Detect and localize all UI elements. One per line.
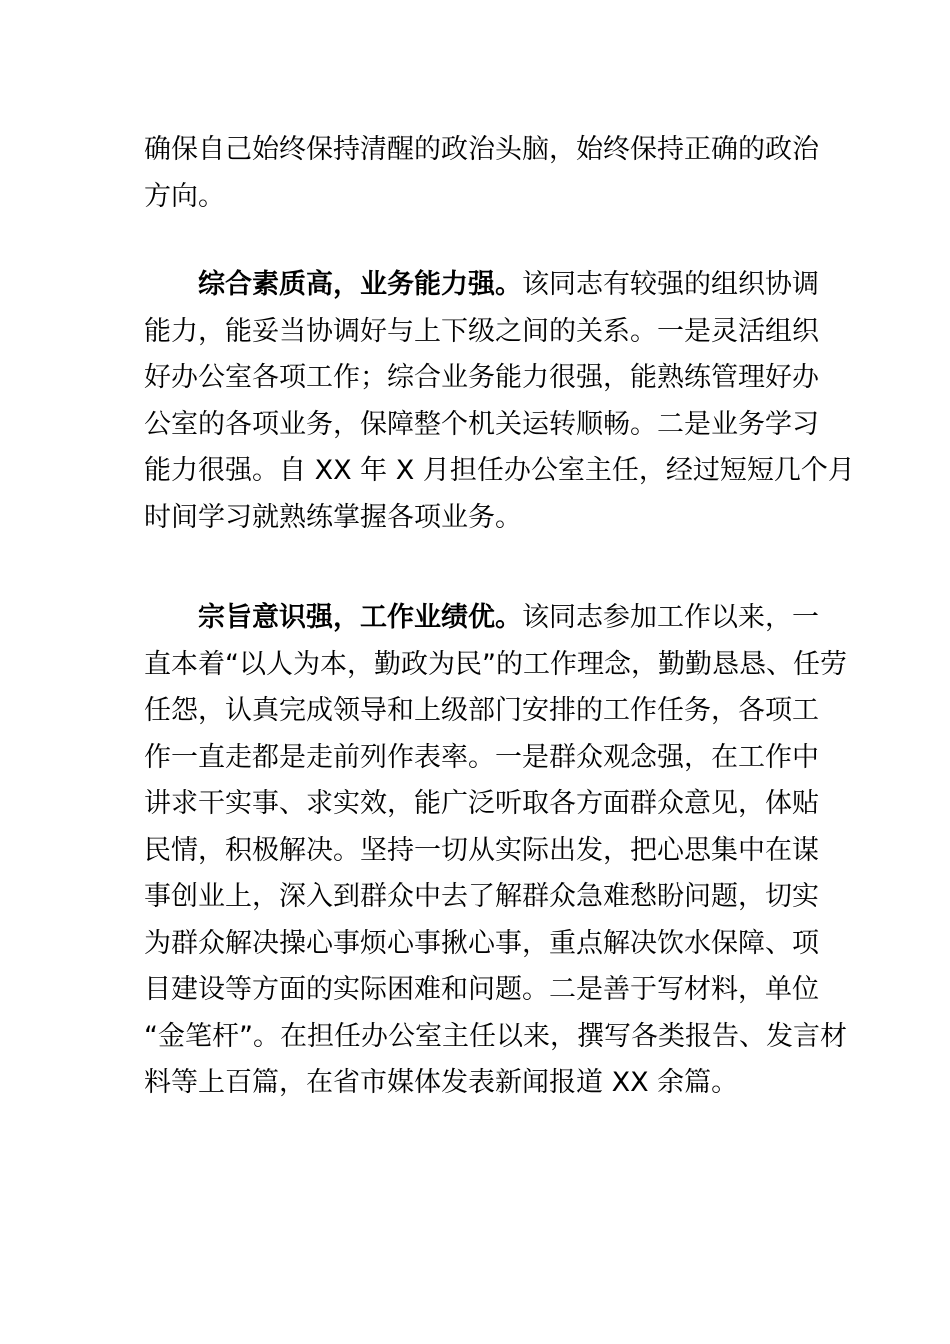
text-line: 直本着“以人为本，勤政为民”的工作理念，勤勤恳恳、任劳 bbox=[144, 648, 847, 680]
text-line: 时间学习就熟练掌握各项业务。 bbox=[144, 501, 522, 533]
text-line: 作一直走都是走前列作表率。一是群众观念强，在工作中 bbox=[144, 741, 819, 773]
text-line: 民情，积极解决。坚持一切从实际出发，把心思集中在谋 bbox=[144, 834, 819, 866]
text-line: 为群众解决操心事烦心事揪心事，重点解决饮水保障、项 bbox=[144, 927, 819, 959]
text-line: 能力，能妥当协调好与上下级之间的关系。一是灵活组织 bbox=[144, 315, 819, 347]
paragraph-heading: 宗旨意识强，工作业绩优。 bbox=[198, 602, 522, 633]
text-line: “金笔杆”。在担任办公室主任以来，撰写各类报告、发言材 bbox=[144, 1020, 847, 1052]
text-line: 好办公室各项工作；综合业务能力很强，能熟练管理好办 bbox=[144, 362, 819, 393]
text-line: 目建设等方面的实际困难和问题。二是善于写材料，单位 bbox=[144, 974, 819, 1005]
text-line: 能力很强。自 XX 年 X 月担任办公室主任，经过短短几个月 bbox=[144, 455, 855, 486]
paragraph-work-performance bbox=[144, 595, 847, 1107]
paragraph-first-line bbox=[144, 595, 819, 642]
paragraph-political-direction bbox=[144, 127, 819, 220]
text-run: 该同志参加工作以来，一 bbox=[522, 602, 819, 633]
text-run: 该同志有较强的组织协调 bbox=[522, 269, 819, 300]
text-line: 方向。 bbox=[144, 180, 225, 212]
text-line: 任怨，认真完成领导和上级部门安排的工作任务，各项工 bbox=[144, 695, 819, 726]
text-line: 讲求干实事、求实效，能广泛听取各方面群众意见，体贴 bbox=[144, 788, 819, 819]
text-line: 料等上百篇，在省市媒体发表新闻报道 XX 余篇。 bbox=[144, 1067, 739, 1098]
text-line: 事创业上，深入到群众中去了解群众急难愁盼问题，切实 bbox=[144, 881, 819, 912]
paragraph-heading: 综合素质高，业务能力强。 bbox=[198, 269, 522, 300]
text-line: 确保自己始终保持清醒的政治头脑，始终保持正确的政治 bbox=[144, 134, 819, 165]
paragraph-first-line bbox=[144, 262, 819, 309]
text-line: 公室的各项业务，保障整个机关运转顺畅。二是业务学习 bbox=[144, 408, 819, 440]
paragraph-business-ability bbox=[144, 262, 855, 541]
